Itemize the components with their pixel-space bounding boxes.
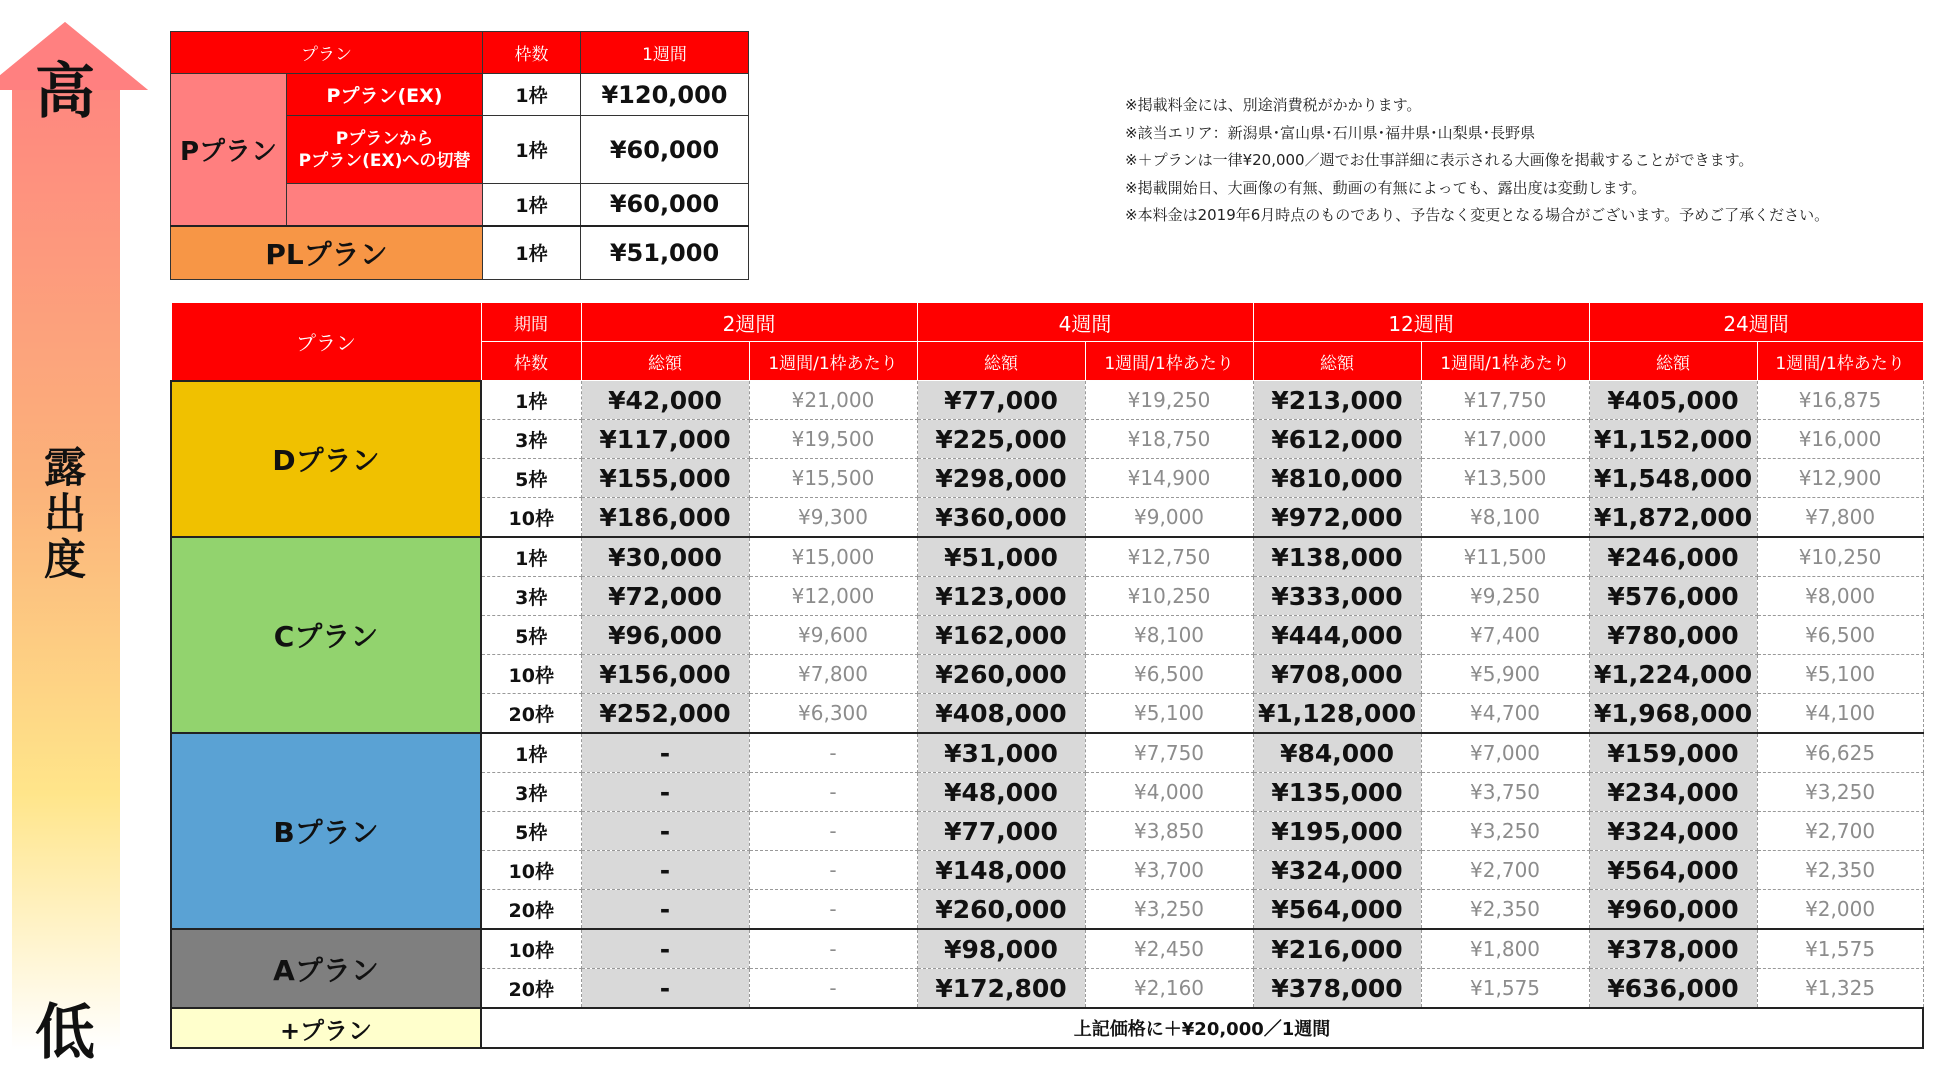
total-price: ¥1,872,000: [1589, 498, 1757, 538]
total-price: ¥576,000: [1589, 577, 1757, 616]
per-week-price: ¥2,700: [1421, 851, 1589, 890]
frame-count: 1枠: [481, 733, 581, 773]
total-price: ¥172,800: [917, 969, 1085, 1009]
frame-count: 3枠: [481, 577, 581, 616]
frame-count: 1枠: [483, 184, 581, 226]
per-week-price: ¥4,100: [1757, 694, 1923, 734]
per-week-price: ¥6,625: [1757, 733, 1923, 773]
per-week-price: -: [749, 851, 917, 890]
total-price: ¥135,000: [1253, 773, 1421, 812]
per-week-price: -: [749, 812, 917, 851]
per-week-price: ¥7,800: [1757, 498, 1923, 538]
frame-count: 1枠: [483, 116, 581, 184]
per-week-price: ¥7,750: [1085, 733, 1253, 773]
note-line: ※本料金は2019年6月時点のものであり、予告なく変更となる場合がございます。予めご了承ください。: [1125, 206, 1830, 224]
per-week-price: ¥9,600: [749, 616, 917, 655]
plan-label: Cプラン: [171, 537, 481, 733]
per-week-price: ¥10,250: [1085, 577, 1253, 616]
total-price: ¥51,000: [917, 537, 1085, 577]
total-price: ¥225,000: [917, 420, 1085, 459]
total-price: ¥155,000: [581, 459, 749, 498]
per-week-price: ¥9,300: [749, 498, 917, 538]
total-price: ¥564,000: [1253, 890, 1421, 930]
per-week-price: ¥3,250: [1421, 812, 1589, 851]
frame-count: 3枠: [481, 773, 581, 812]
per-week-price: ¥7,000: [1421, 733, 1589, 773]
notes: [1125, 92, 1829, 230]
total-price: ¥1,128,000: [1253, 694, 1421, 734]
plan-label: Bプラン: [171, 733, 481, 929]
total-price: ¥444,000: [1253, 616, 1421, 655]
per-week-price: ¥13,500: [1421, 459, 1589, 498]
p-plan-switch-label: [287, 116, 483, 184]
per-week-price: ¥8,000: [1757, 577, 1923, 616]
per-week-price: ¥1,800: [1421, 929, 1589, 969]
plus-plan-row: [171, 1008, 1923, 1048]
total-price: -: [581, 929, 749, 969]
per-week-price: ¥6,300: [749, 694, 917, 734]
note-line: ※該当エリア：新潟県･富山県･石川県･福井県･山梨県･長野県: [1125, 123, 1536, 142]
frame-count: 3枠: [481, 420, 581, 459]
header-total: 総額: [1253, 342, 1421, 381]
total-price: ¥84,000: [1253, 733, 1421, 773]
axis-high-label: 高: [35, 57, 95, 127]
p-plan-switch-line: Pプランから: [335, 128, 434, 149]
per-week-price: ¥7,400: [1421, 616, 1589, 655]
total-price: ¥96,000: [581, 616, 749, 655]
total-price: -: [581, 890, 749, 930]
plus-plan-note: 上記価格に＋¥20,000／1週間: [481, 1008, 1923, 1048]
header-per: 1週間/1枠あたり: [1085, 342, 1253, 381]
total-price: ¥30,000: [581, 537, 749, 577]
price: ¥51,000: [581, 226, 749, 280]
frame-count: 5枠: [481, 459, 581, 498]
per-week-price: ¥21,000: [749, 381, 917, 420]
total-price: ¥960,000: [1589, 890, 1757, 930]
total-price: ¥378,000: [1253, 969, 1421, 1009]
header-total: 総額: [1589, 342, 1757, 381]
total-price: ¥195,000: [1253, 812, 1421, 851]
total-price: ¥48,000: [917, 773, 1085, 812]
frame-count: 10枠: [481, 929, 581, 969]
p-plan-switch-line: Pプラン(EX)への切替: [298, 150, 471, 171]
per-week-price: ¥12,000: [749, 577, 917, 616]
frame-count: 1枠: [483, 74, 581, 116]
total-price: -: [581, 969, 749, 1009]
per-week-price: ¥1,575: [1421, 969, 1589, 1009]
per-week-price: ¥11,500: [1421, 537, 1589, 577]
pl-plan-label: PLプラン: [171, 226, 483, 280]
per-week-price: ¥3,850: [1085, 812, 1253, 851]
per-week-price: ¥2,700: [1757, 812, 1923, 851]
frame-count: 10枠: [481, 851, 581, 890]
per-week-price: ¥16,000: [1757, 420, 1923, 459]
per-week-price: ¥17,750: [1421, 381, 1589, 420]
header-frames: 枠数: [481, 342, 581, 381]
frame-count: 10枠: [481, 655, 581, 694]
per-week-price: ¥3,700: [1085, 851, 1253, 890]
total-price: ¥159,000: [1589, 733, 1757, 773]
total-price: ¥216,000: [1253, 929, 1421, 969]
per-week-price: ¥3,250: [1757, 773, 1923, 812]
frame-count: 20枠: [481, 969, 581, 1009]
p-plan-sub-empty: [287, 184, 483, 226]
total-price: ¥708,000: [1253, 655, 1421, 694]
total-price: ¥636,000: [1589, 969, 1757, 1009]
axis-low-label: 低: [35, 998, 95, 1068]
total-price: ¥246,000: [1589, 537, 1757, 577]
header-total: 総額: [581, 342, 749, 381]
total-price: ¥252,000: [581, 694, 749, 734]
total-price: ¥148,000: [917, 851, 1085, 890]
per-week-price: ¥17,000: [1421, 420, 1589, 459]
per-week-price: ¥9,250: [1421, 577, 1589, 616]
header-period-12w: 12週間: [1253, 303, 1589, 342]
total-price: ¥1,548,000: [1589, 459, 1757, 498]
per-week-price: ¥2,000: [1757, 890, 1923, 930]
header-period-24w: 24週間: [1589, 303, 1923, 342]
note-line: ※掲載料金には、別途消費税がかかります。: [1125, 96, 1422, 114]
per-week-price: -: [749, 773, 917, 812]
header-price: 1週間: [581, 32, 749, 74]
frame-count: 1枠: [481, 381, 581, 420]
axis-middle-label: [0, 445, 130, 583]
table-row: [171, 381, 1923, 420]
exposure-axis: [0, 0, 170, 1068]
per-week-price: ¥1,575: [1757, 929, 1923, 969]
per-week-price: ¥15,500: [749, 459, 917, 498]
total-price: ¥234,000: [1589, 773, 1757, 812]
table-row: [171, 929, 1923, 969]
per-week-price: -: [749, 733, 917, 773]
axis-middle-char: 度: [43, 535, 86, 584]
total-price: ¥260,000: [917, 655, 1085, 694]
total-price: ¥98,000: [917, 929, 1085, 969]
pricing-table-body: [171, 303, 1923, 1049]
header-period-4w: 4週間: [917, 303, 1253, 342]
total-price: ¥162,000: [917, 616, 1085, 655]
table-row: [171, 537, 1923, 577]
total-price: ¥1,224,000: [1589, 655, 1757, 694]
total-price: ¥972,000: [1253, 498, 1421, 538]
total-price: -: [581, 851, 749, 890]
header-period-2w: 2週間: [581, 303, 917, 342]
per-week-price: ¥10,250: [1757, 537, 1923, 577]
axis-middle-char: 露: [43, 443, 86, 492]
per-week-price: ¥16,875: [1757, 381, 1923, 420]
total-price: ¥42,000: [581, 381, 749, 420]
frame-count: 1枠: [483, 226, 581, 280]
p-plan-label: Pプラン: [171, 74, 287, 226]
per-week-price: ¥3,750: [1421, 773, 1589, 812]
table-row: [171, 733, 1923, 773]
header-per: 1週間/1枠あたり: [1757, 342, 1923, 381]
total-price: ¥564,000: [1589, 851, 1757, 890]
frame-count: 10枠: [481, 498, 581, 538]
total-price: ¥1,968,000: [1589, 694, 1757, 734]
per-week-price: ¥19,250: [1085, 381, 1253, 420]
total-price: ¥405,000: [1589, 381, 1757, 420]
per-week-price: ¥7,800: [749, 655, 917, 694]
per-week-price: ¥8,100: [1085, 616, 1253, 655]
price: ¥60,000: [581, 116, 749, 184]
per-week-price: ¥2,350: [1757, 851, 1923, 890]
total-price: ¥324,000: [1253, 851, 1421, 890]
total-price: ¥156,000: [581, 655, 749, 694]
per-week-price: -: [749, 929, 917, 969]
header-frames: 枠数: [483, 32, 581, 74]
total-price: ¥117,000: [581, 420, 749, 459]
per-week-price: ¥12,750: [1085, 537, 1253, 577]
per-week-price: ¥14,900: [1085, 459, 1253, 498]
total-price: ¥810,000: [1253, 459, 1421, 498]
total-price: ¥138,000: [1253, 537, 1421, 577]
total-price: -: [581, 733, 749, 773]
per-week-price: ¥3,250: [1085, 890, 1253, 930]
frame-count: 20枠: [481, 694, 581, 734]
total-price: ¥360,000: [917, 498, 1085, 538]
plan-label: Aプラン: [171, 929, 481, 1008]
per-week-price: ¥8,100: [1421, 498, 1589, 538]
total-price: ¥77,000: [917, 812, 1085, 851]
per-week-price: ¥15,000: [749, 537, 917, 577]
total-price: ¥123,000: [917, 577, 1085, 616]
note-line: ※掲載開始日、大画像の有無、動画の有無によっても、露出度は変動します。: [1125, 178, 1647, 197]
per-week-price: ¥6,500: [1757, 616, 1923, 655]
pricing-table: [170, 302, 1924, 1049]
premium-plan-table: [170, 31, 749, 280]
total-price: ¥213,000: [1253, 381, 1421, 420]
total-price: ¥324,000: [1589, 812, 1757, 851]
p-plan-ex-label: Pプラン(EX): [287, 74, 483, 116]
header-period: 期間: [481, 303, 581, 342]
axis-middle-char: 出: [43, 489, 86, 538]
total-price: ¥408,000: [917, 694, 1085, 734]
header-per: 1週間/1枠あたり: [749, 342, 917, 381]
price: ¥120,000: [581, 74, 749, 116]
per-week-price: ¥9,000: [1085, 498, 1253, 538]
per-week-price: -: [749, 890, 917, 930]
total-price: ¥333,000: [1253, 577, 1421, 616]
total-price: ¥31,000: [917, 733, 1085, 773]
total-price: -: [581, 773, 749, 812]
total-price: ¥612,000: [1253, 420, 1421, 459]
per-week-price: ¥1,325: [1757, 969, 1923, 1009]
header-plan: プラン: [171, 303, 481, 381]
frame-count: 5枠: [481, 812, 581, 851]
header-plan: プラン: [171, 32, 483, 74]
plus-plan-label: +プラン: [171, 1008, 481, 1048]
frame-count: 1枠: [481, 537, 581, 577]
per-week-price: ¥6,500: [1085, 655, 1253, 694]
price: ¥60,000: [581, 184, 749, 226]
total-price: ¥298,000: [917, 459, 1085, 498]
header-total: 総額: [917, 342, 1085, 381]
per-week-price: ¥2,160: [1085, 969, 1253, 1009]
header-per: 1週間/1枠あたり: [1421, 342, 1589, 381]
total-price: ¥77,000: [917, 381, 1085, 420]
per-week-price: ¥19,500: [749, 420, 917, 459]
total-price: ¥260,000: [917, 890, 1085, 930]
per-week-price: ¥5,900: [1421, 655, 1589, 694]
per-week-price: ¥4,700: [1421, 694, 1589, 734]
per-week-price: ¥5,100: [1757, 655, 1923, 694]
frame-count: 20枠: [481, 890, 581, 930]
per-week-price: -: [749, 969, 917, 1009]
per-week-price: ¥12,900: [1757, 459, 1923, 498]
total-price: ¥780,000: [1589, 616, 1757, 655]
per-week-price: ¥18,750: [1085, 420, 1253, 459]
per-week-price: ¥4,000: [1085, 773, 1253, 812]
total-price: -: [581, 812, 749, 851]
note-line: ※＋プランは一律¥20,000／週でお仕事詳細に表示される大画像を掲載することができます。: [1125, 151, 1754, 169]
per-week-price: ¥2,450: [1085, 929, 1253, 969]
plan-label: Dプラン: [171, 381, 481, 538]
total-price: ¥1,152,000: [1589, 420, 1757, 459]
per-week-price: ¥2,350: [1421, 890, 1589, 930]
total-price: ¥186,000: [581, 498, 749, 538]
frame-count: 5枠: [481, 616, 581, 655]
per-week-price: ¥5,100: [1085, 694, 1253, 734]
total-price: ¥72,000: [581, 577, 749, 616]
total-price: ¥378,000: [1589, 929, 1757, 969]
